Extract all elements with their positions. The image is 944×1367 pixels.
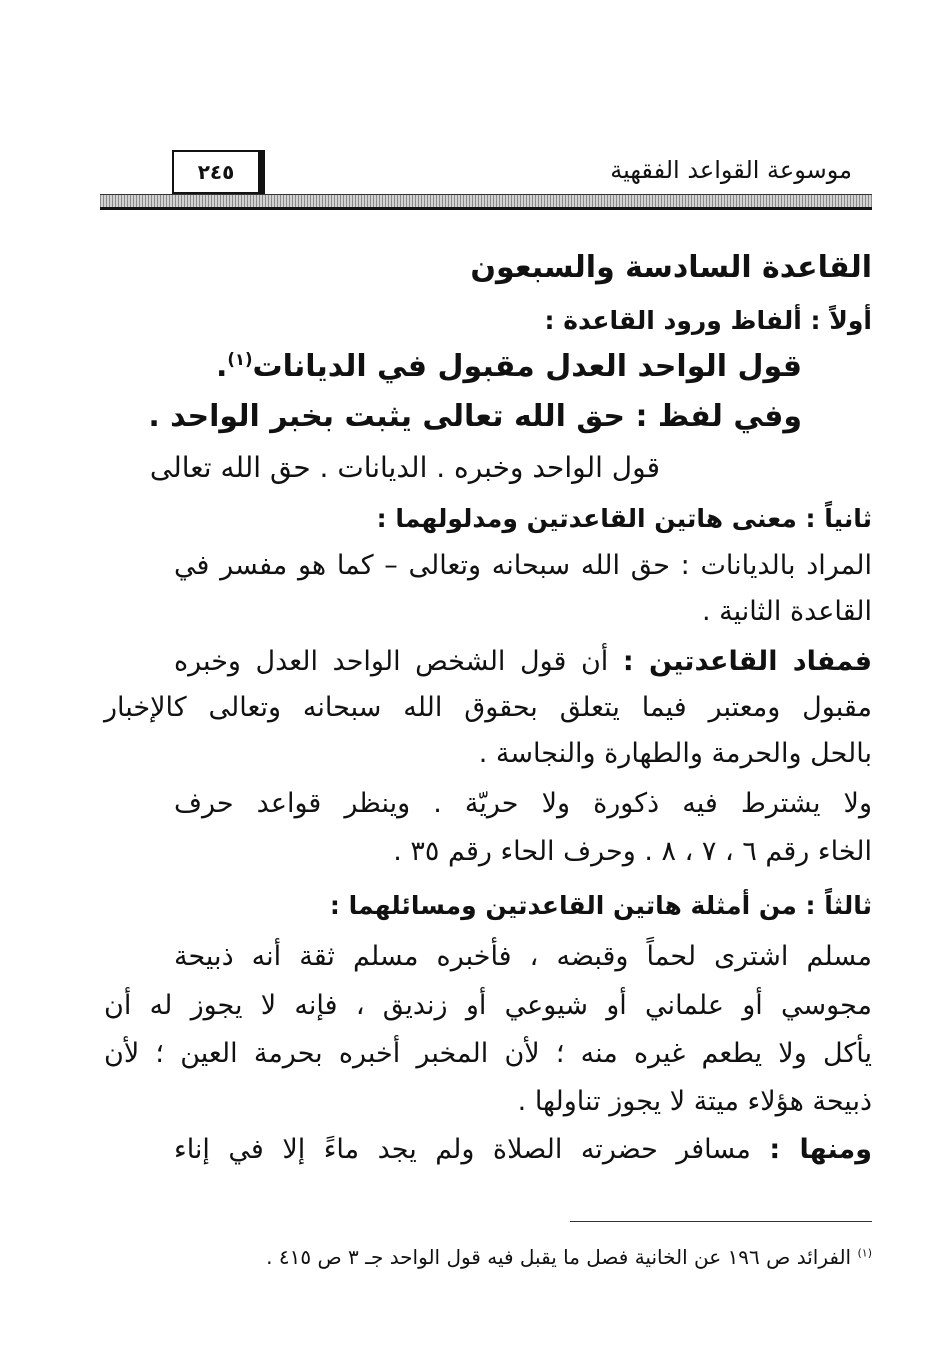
paragraph-5-rest: مسافر حضرته الصلاة ولم يجد ماءً إلا في إناء	[174, 1134, 751, 1165]
paragraph-2-line-1-rest: أن قول الشخص الواحد العدل وخبره	[174, 646, 609, 677]
paragraph-3-line-2: الخاء رقم ٦ ، ٧ ، ٨ . وحرف الحاء رقم ٣٥ .	[393, 836, 872, 867]
rule-statement	[216, 349, 802, 384]
paragraph-2-lead: فمفاد القاعدتين :	[622, 646, 873, 677]
section-heading-1: أولاً : ألفاظ ورود القاعدة :	[544, 306, 872, 335]
section-heading-2: ثانياً : معنى هاتين القاعدتين ومدلولهما :	[376, 504, 872, 533]
page-number: ٢٤٥	[172, 150, 265, 194]
paragraph-3-line-1: ولا يشترط فيه ذكورة ولا حريّة . وينظر قواعد حرف	[174, 788, 872, 819]
footnote-separator	[570, 1221, 872, 1222]
rule-title: القاعدة السادسة والسبعون	[470, 250, 872, 285]
paragraph-4-line-1: مسلم اشترى لحماً وقبضه ، فأخبره مسلم ثقة أنه ذبيحة	[174, 941, 872, 972]
footnote-text: الفرائد ص ١٩٦ عن الخانية فصل ما يقبل فيه قول الواحد جـ ٣ ص ٤١٥ .	[266, 1245, 852, 1269]
rule-variant: وفي لفظ : حق الله تعالى يثبت بخبر الواحد .	[148, 399, 802, 434]
page-header	[100, 150, 872, 206]
header-rule	[100, 194, 872, 210]
section-heading-3: ثالثاً : من أمثلة هاتين القاعدتين ومسائلهما :	[329, 891, 872, 920]
rule-text: قول الواحد العدل مقبول في الديانات	[252, 349, 802, 384]
paragraph-1-line-1: المراد بالديانات : حق الله سبحانه وتعالى – كما هو مفسر في	[174, 550, 872, 581]
paragraph-2-line-3: بالحل والحرمة والطهارة والنجاسة .	[478, 738, 872, 769]
footnote	[266, 1245, 872, 1269]
paragraph-4-line-3: يأكل ولا يطعم غيره منه ؛ لأن المخبر أخبره بحرمة العين ؛ لأن	[104, 1038, 872, 1069]
keywords: قول الواحد وخبره . الديانات . حق الله تعالى	[149, 451, 660, 484]
footnote-mark: (١)	[857, 1246, 872, 1260]
paragraph-2-line-1	[174, 646, 872, 677]
rule-end: .	[215, 349, 228, 384]
paragraph-4-line-4: ذبيحة هؤلاء ميتة لا يجوز تناولها .	[517, 1086, 872, 1117]
paragraph-1-line-2: القاعدة الثانية .	[701, 596, 872, 627]
running-title: موسوعة القواعد الفقهية	[610, 156, 852, 184]
paragraph-2-line-2: مقبول ومعتبر فيما يتعلق بحقوق الله سبحانه وتعالى كالإخبار	[104, 692, 872, 723]
paragraph-4-line-2: مجوسي أو علماني أو شيوعي أو زنديق ، فإنه لا يجوز له أن	[104, 990, 872, 1021]
footnote-ref: (١)	[227, 350, 253, 369]
paragraph-5-line-1	[174, 1134, 872, 1165]
paragraph-5-lead: ومنها :	[769, 1134, 872, 1165]
